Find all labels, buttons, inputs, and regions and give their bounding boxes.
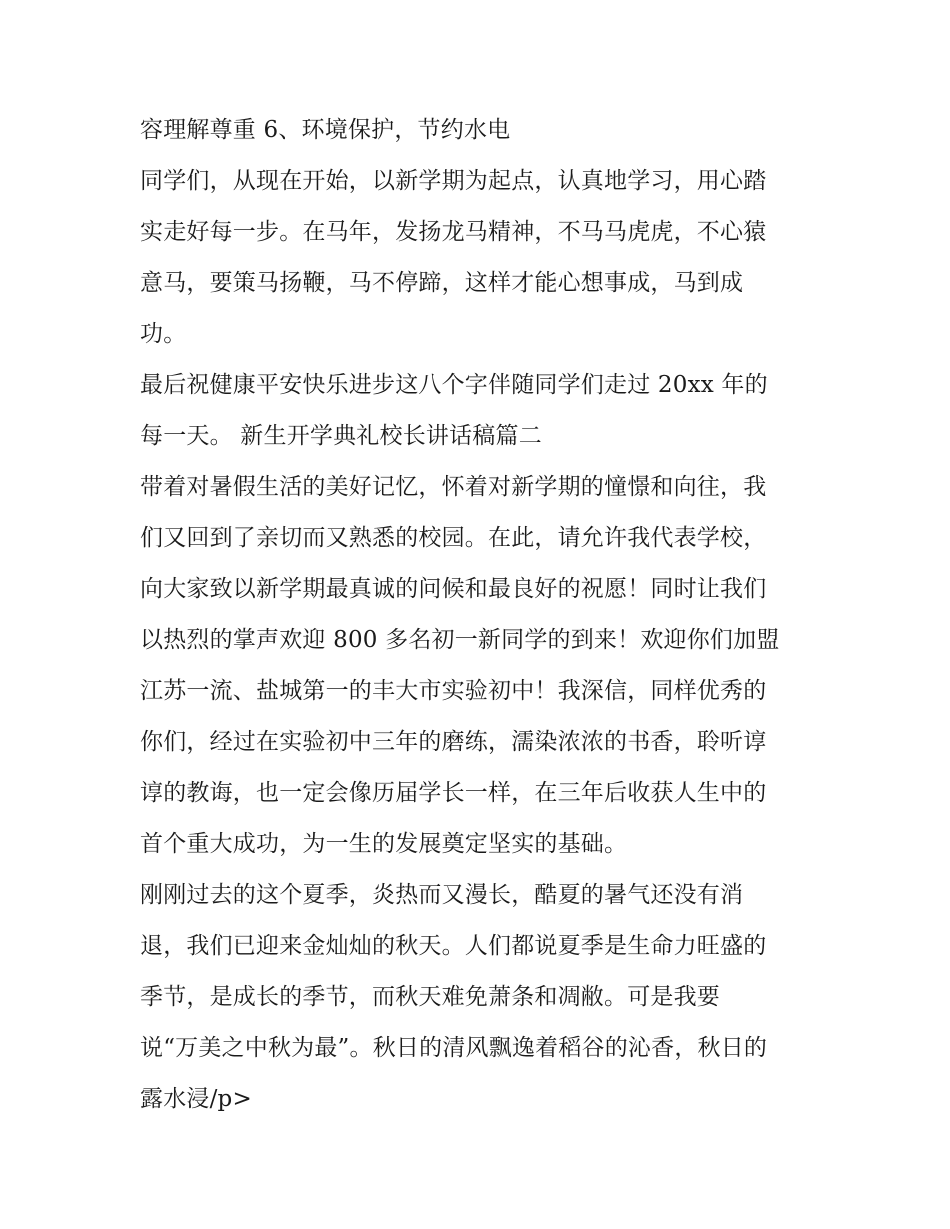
text-line: 季节，是成长的季节，而秋天难免萧条和凋敝。可是我要	[140, 984, 720, 1010]
text-line: 以热烈的掌声欢迎 800 多名初一新同学的到来！欢迎你们加盟	[140, 627, 780, 653]
text-line: 江苏一流、盐城第一的丰大市实验初中！我深信，同样优秀的	[140, 678, 767, 704]
text-line: 首个重大成功，为一生的发展奠定坚实的基础。	[140, 831, 628, 857]
text-line: 你们，经过在实验初中三年的磨练，濡染浓浓的书香，聆听谆	[140, 729, 767, 755]
text-line: 谆的教诲，也一定会像历届学长一样，在三年后收获人生中的	[140, 780, 767, 806]
text-line: 们又回到了亲切而又熟悉的校园。在此，请允许我代表学校，	[140, 525, 767, 551]
text-line: 露水浸/p>	[140, 1086, 252, 1112]
text-line: 同学们，从现在开始，以新学期为起点，认真地学习，用心踏	[140, 168, 767, 194]
text-line: 刚刚过去的这个夏季，炎热而又漫长，酷夏的暑气还没有消	[140, 882, 744, 908]
text-line: 意马，要策马扬鞭，马不停蹄，这样才能心想事成，马到成	[140, 270, 744, 296]
text-line: 向大家致以新学期最真诚的问候和最良好的祝愿！同时让我们	[140, 576, 767, 602]
text-line: 说“万美之中秋为最”。秋日的清风飘逸着稻谷的沁香，秋日的	[140, 1035, 768, 1061]
text-line: 最后祝健康平安快乐进步这八个字伴随同学们走过 20xx 年的	[140, 372, 768, 398]
text-line: 容理解尊重 6、环境保护，节约水电	[140, 117, 511, 143]
text-line: 功。	[140, 321, 187, 347]
text-line: 退，我们已迎来金灿灿的秋天。人们都说夏季是生命力旺盛的	[140, 933, 767, 959]
document-body	[140, 108, 830, 1128]
text-line: 实走好每一步。在马年，发扬龙马精神，不马马虎虎，不心猿	[140, 219, 767, 245]
text-line: 每一天。 新生开学典礼校长讲话稿篇二	[140, 423, 542, 449]
text-line: 带着对暑假生活的美好记忆，怀着对新学期的憧憬和向往，我	[140, 474, 767, 500]
